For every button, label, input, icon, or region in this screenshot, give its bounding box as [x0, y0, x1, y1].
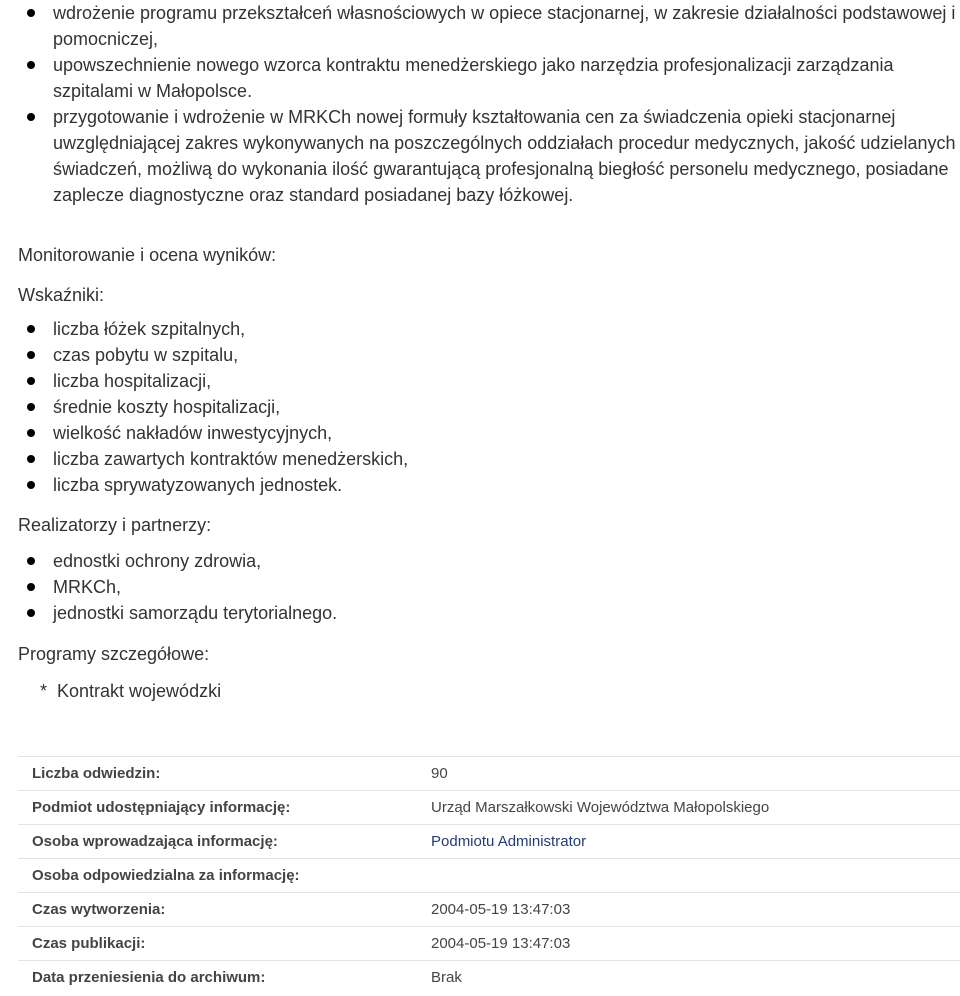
list-item: średnie koszty hospitalizacji,	[0, 394, 960, 420]
meta-label: Czas wytworzenia:	[32, 901, 166, 918]
meta-label: Data przeniesienia do archiwum:	[32, 969, 266, 986]
partners-heading: Realizatorzy i partnerzy:	[18, 515, 212, 535]
indicators-heading: Wskaźniki:	[18, 285, 105, 305]
meta-value: Urząd Marszałkowski Województwa Małopolskiego	[431, 799, 770, 816]
monitoring-heading: Monitorowanie i ocena wyników:	[18, 245, 277, 265]
author-link[interactable]: Podmiotu Administrator	[431, 833, 587, 850]
list-item: czas pobytu w szpitalu,	[0, 342, 960, 368]
meta-row-created	[18, 892, 960, 927]
meta-label: Osoba odpowiedzialna za informację:	[32, 867, 300, 884]
meta-value: Brak	[431, 969, 462, 986]
meta-label: Osoba wprowadzająca informację:	[32, 833, 278, 850]
meta-label: Czas publikacji:	[32, 935, 146, 952]
meta-row-responsible	[18, 858, 960, 893]
list-item: liczba zawartych kontraktów menedżerskich,	[0, 446, 960, 472]
meta-row-archived	[18, 960, 960, 995]
programs-heading: Programy szczegółowe:	[18, 644, 210, 664]
list-item: jednostki samorządu terytorialnego.	[0, 600, 960, 626]
goals-list	[0, 0, 960, 208]
list-item: upowszechnienie nowego wzorca kontraktu menedżerskiego jako narzędzia profesjonalizacji zarządzania szpitalami w Małopolsce.	[0, 52, 960, 104]
list-item: liczba łóżek szpitalnych,	[0, 316, 960, 342]
list-item: ednostki ochrony zdrowia,	[0, 548, 960, 574]
partners-list	[0, 548, 960, 626]
meta-value: 2004-05-19 13:47:03	[431, 935, 571, 952]
meta-label: Liczba odwiedzin:	[32, 765, 161, 782]
meta-row-publisher	[18, 790, 960, 825]
meta-value: 90	[431, 765, 448, 782]
list-item: wielkość nakładów inwestycyjnych,	[0, 420, 960, 446]
program-item[interactable]: * Kontrakt wojewódzki	[40, 681, 222, 701]
meta-row-published	[18, 926, 960, 961]
list-item: przygotowanie i wdrożenie w MRKCh nowej formuły kształtowania cen za świadczenia opieki stacjonarnej uwzględniającej zakres wykonywanych na poszczególnych oddziałach procedur medycznych, jakość udzielanych świadczeń, możliwą do wykonania ilość gwarantującą profesjonalną biegłość personelu medycznego, posiadane zaplecze diagnostyczne oraz standard posiadanej bazy łóżkowej.	[0, 104, 960, 208]
indicators-list	[0, 316, 960, 498]
meta-value: 2004-05-19 13:47:03	[431, 901, 571, 918]
list-item: wdrożenie programu przekształceń własnościowych w opiece stacjonarnej, w zakresie działalności podstawowej i pomocniczej,	[0, 0, 960, 52]
list-item: MRKCh,	[0, 574, 960, 600]
meta-row-entered-by	[18, 824, 960, 859]
meta-row-visits	[18, 756, 960, 791]
meta-label: Podmiot udostępniający informację:	[32, 799, 291, 816]
list-item: liczba hospitalizacji,	[0, 368, 960, 394]
list-item: liczba sprywatyzowanych jednostek.	[0, 472, 960, 498]
